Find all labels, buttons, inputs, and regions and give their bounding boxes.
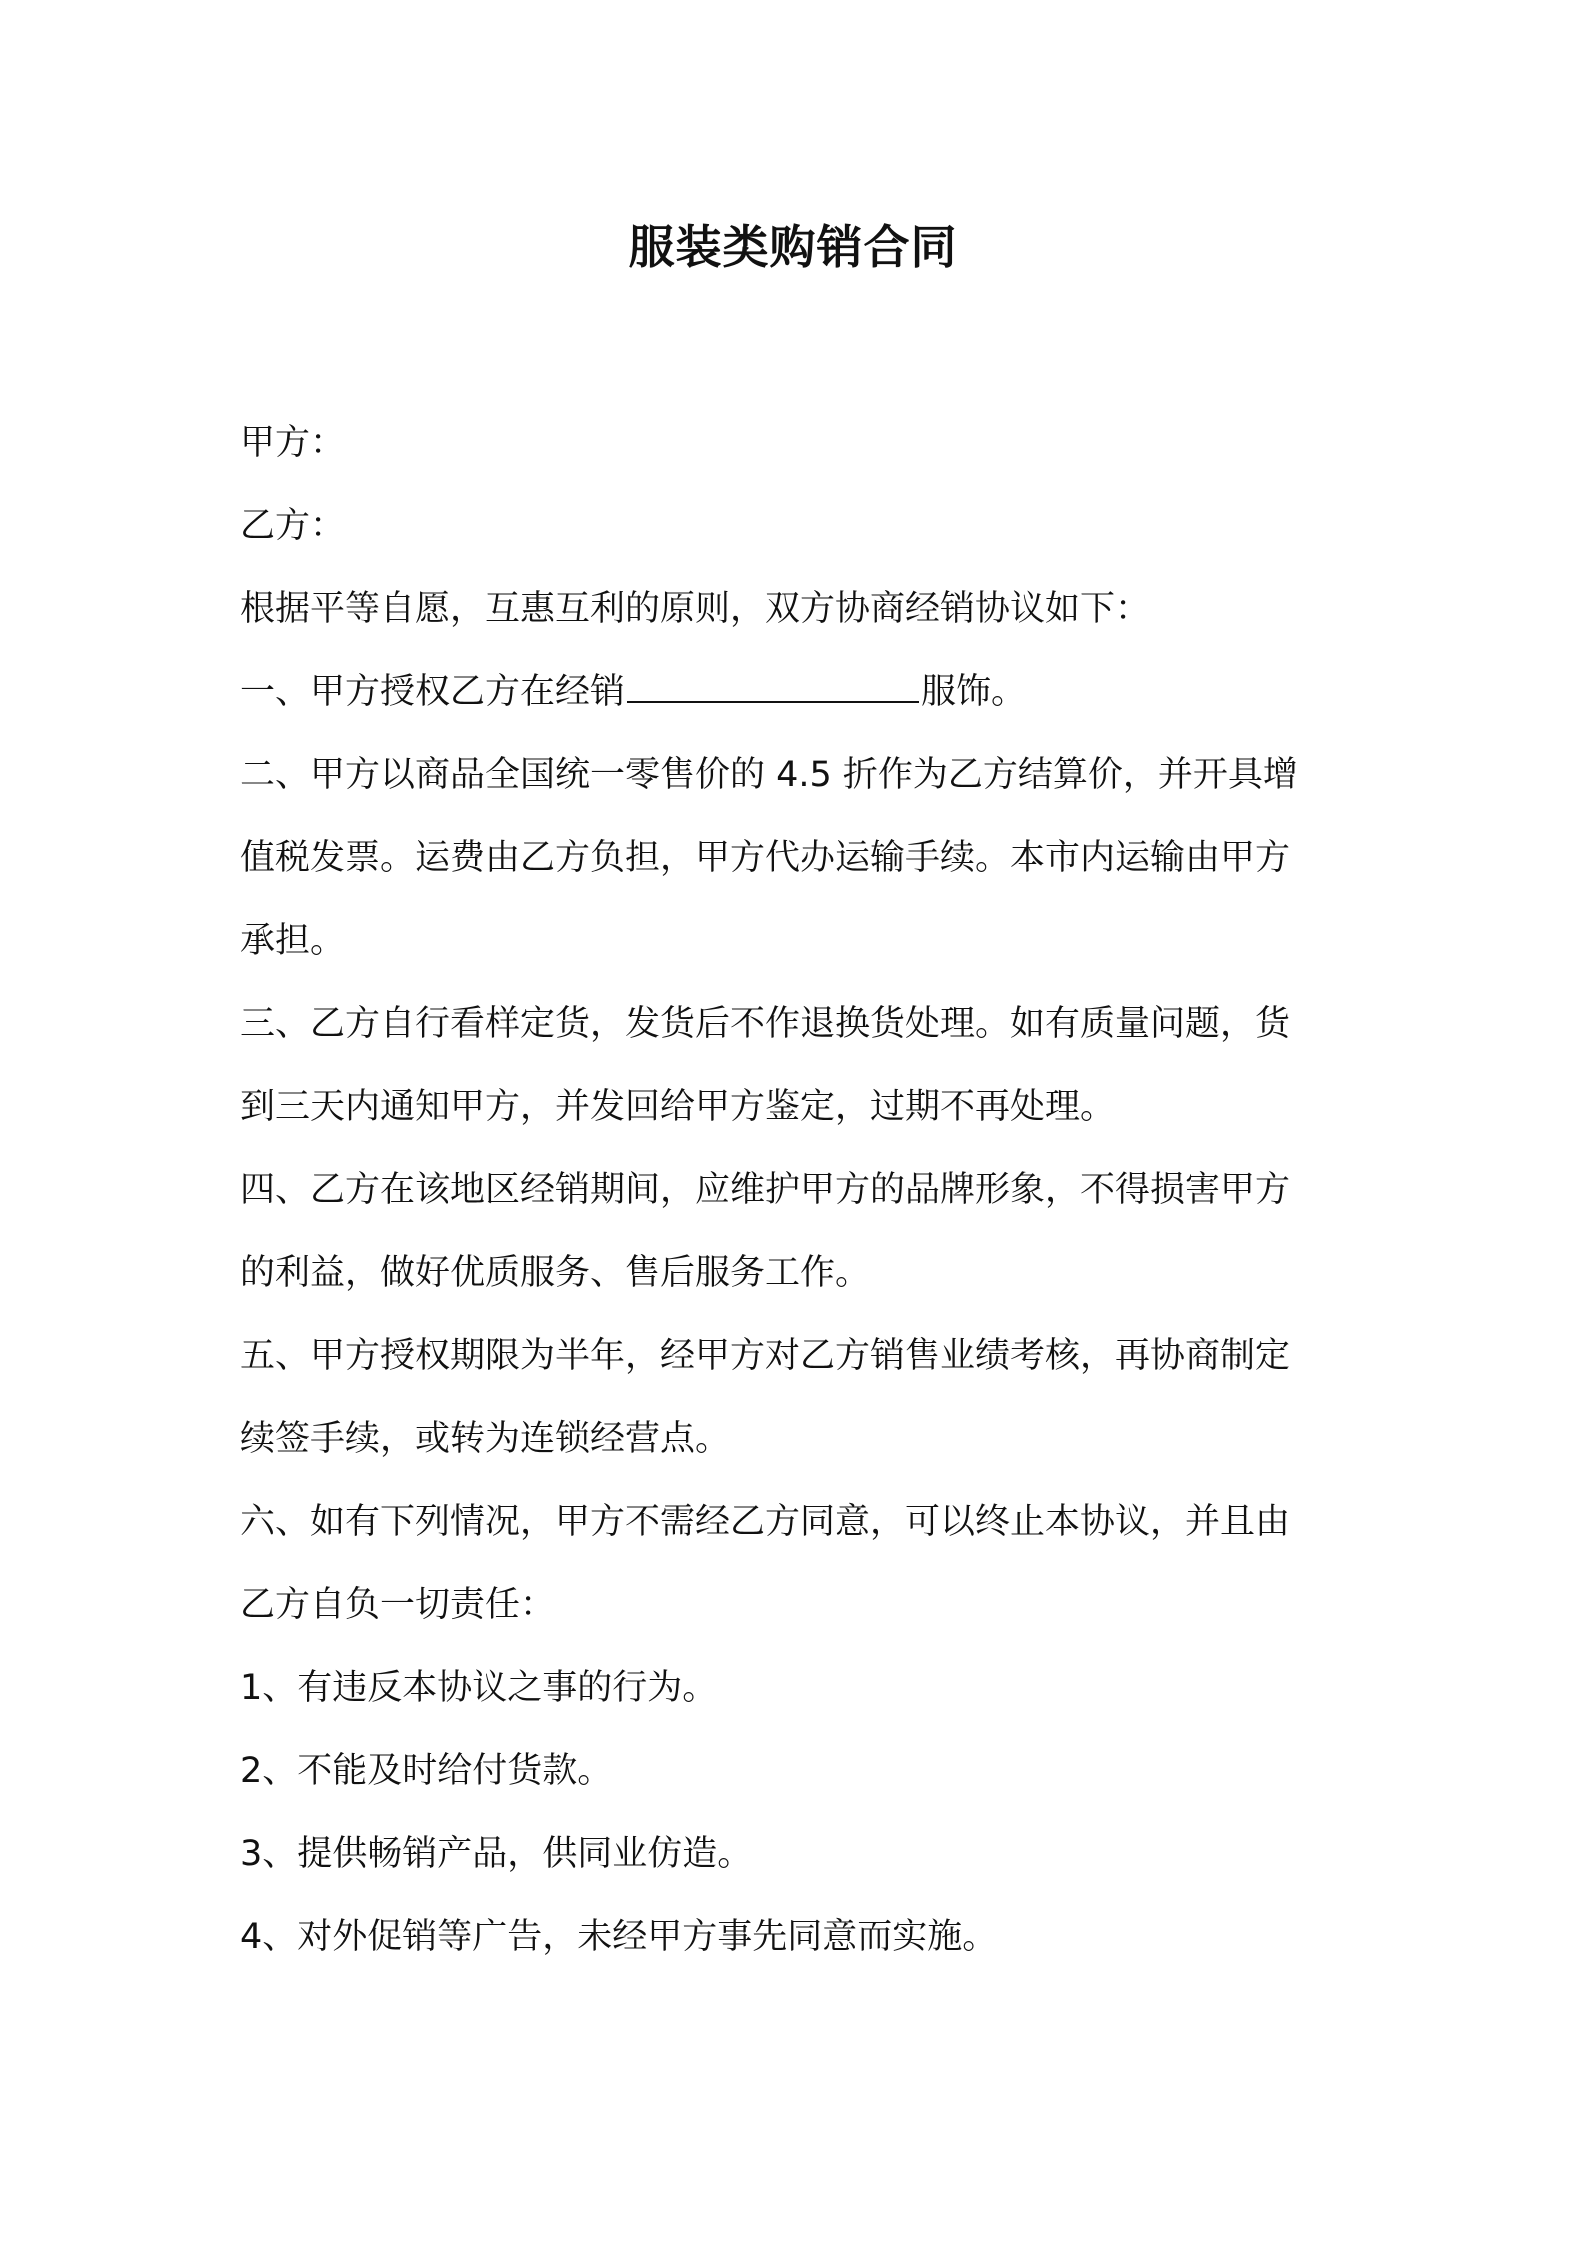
document-title: 服装类购销合同 [628, 220, 958, 274]
fill-in-blank [627, 671, 919, 703]
clause-6-line: 乙方自负一切责任： [240, 1585, 556, 1625]
clause-1-text-after: 服饰。 [921, 672, 1027, 712]
clause-1-text-before: 一、甲方授权乙方在经销 [240, 672, 626, 712]
preamble: 根据平等自愿，互惠互利的原则，双方协商经销协议如下： [240, 589, 1151, 629]
clause-3-line: 到三天内通知甲方，并发回给甲方鉴定，过期不再处理。 [240, 1087, 1116, 1127]
clause-4-line: 四、乙方在该地区经销期间，应维护甲方的品牌形象，不得损害甲方 [240, 1170, 1291, 1210]
clause-1 [240, 651, 1360, 734]
clause-3-line: 三、乙方自行看样定货，发货后不作退换货处理。如有质量问题，货 [240, 1004, 1291, 1044]
list-item: 2、不能及时给付货款。 [240, 1751, 613, 1791]
clause-5-line: 五、甲方授权期限为半年，经甲方对乙方销售业绩考核，再协商制定 [240, 1336, 1291, 1376]
list-item: 3、提供畅销产品，供同业仿造。 [240, 1834, 753, 1874]
clause-2-line: 值税发票。运费由乙方负担，甲方代办运输手续。本市内运输由甲方 [240, 838, 1291, 878]
party-b-line: 乙方： [240, 506, 346, 546]
list-item: 4、对外促销等广告，未经甲方事先同意而实施。 [240, 1917, 998, 1957]
clause-4-line: 的利益，做好优质服务、售后服务工作。 [240, 1253, 871, 1293]
clause-5-line: 续签手续，或转为连锁经营点。 [240, 1419, 731, 1459]
list-item: 1、有违反本协议之事的行为。 [240, 1668, 718, 1708]
party-a-line: 甲方： [240, 423, 346, 463]
clause-2-line: 二、甲方以商品全国统一零售价的 4.5 折作为乙方结算价，并开具增 [240, 755, 1298, 795]
clause-6-line: 六、如有下列情况，甲方不需经乙方同意，可以终止本协议，并且由 [240, 1502, 1291, 1542]
clause-2-line: 承担。 [240, 921, 346, 961]
contract-body [240, 402, 1360, 1979]
